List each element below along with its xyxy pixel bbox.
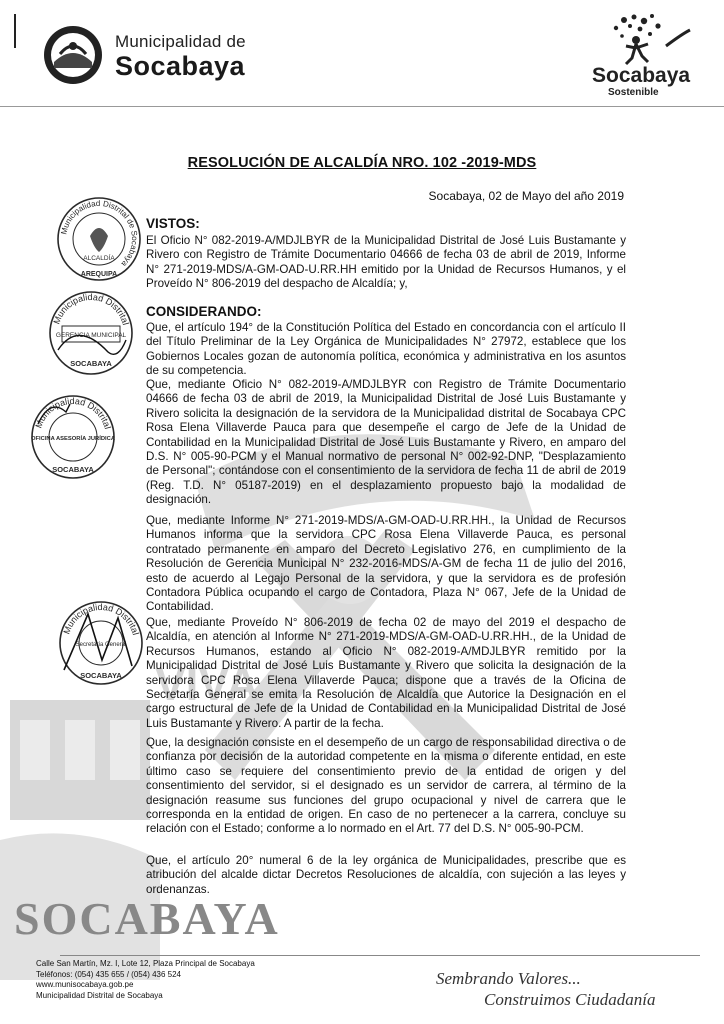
- secretaria-general-stamp-icon: [58, 600, 144, 686]
- motto-line2: Construimos Ciudadanía: [484, 990, 656, 1009]
- document-date: Socabaya, 02 de Mayo del año 2019: [428, 189, 624, 203]
- municipality-name-line1: Municipalidad de: [115, 32, 246, 51]
- municipality-name: [115, 32, 246, 80]
- stamp1-ring-text: Municipalidad Distrital de Socabaya: [59, 198, 140, 269]
- stamp2-inner-text: GERENCIA MUNICIPAL: [55, 332, 127, 339]
- motto-line1: Sembrando Valores...: [436, 969, 581, 988]
- stamp3-ring-text: Municipalidad Distrital: [33, 395, 113, 431]
- svg-text:Municipalidad Distrital: [51, 292, 131, 326]
- document-title: RESOLUCIÓN DE ALCALDÍA NRO. 102 -2019-MDS: [187, 155, 537, 171]
- stamp1-bottom-text: AREQUIPA: [80, 271, 118, 278]
- stamp1-inner-text: ALCALDÍA: [83, 255, 115, 262]
- margin-mark: [14, 14, 16, 48]
- municipality-emblem-icon: [42, 24, 104, 86]
- stamp3-inner-text: OFICINA ASESORÍA JURÍDICA: [30, 436, 116, 442]
- footer-phones: Teléfonos: (054) 435 655 / (054) 436 524: [36, 969, 181, 979]
- vistos-heading: VISTOS:: [146, 216, 200, 231]
- considerando-heading: CONSIDERANDO:: [146, 304, 262, 319]
- considerando-paragraph-4: Que, mediante Proveído N° 806-2019 de fecha 02 de mayo del 2019 el despacho de Alcaldía, en atención al Informe N° 271-2019-MDS/A-GM-OAD-U.RR.HH., de la Unidad de Recursos Humanos, estando al Oficio N° 082-2019-A/MDJLBYR remitido por la Municipalidad Distrital de José Luis Bustamante y Rivero que solicita la designación de la servidora CPC Rosa Elena Villaverde Pauca; dispone que a través de la Oficina de Secretaría General se emita la Resolución de Alcaldía que Autorice la Designación en el cargo estructural de Jefe de la Unidad de Contabilidad en la Municipalidad Distrital de José Luis Bustamante y Rivero. A partir de la fecha.: [146, 616, 626, 730]
- stamp4-inner-text: Secretaría General: [75, 642, 127, 648]
- gerencia-stamp-icon: [48, 290, 134, 376]
- considerando-paragraph-2: Que, mediante Oficio N° 082-2019-A/MDJLBYR con Registro de Trámite Documentario 04666 de fecha 03 de abril de 2019, la Municipalidad Distrital de José Luis Bustamante y Rivero solicita la designación de la servidora de la Municipalidad distrital de Socabaya CPC Rosa Elena Villaverde Pauca para que desempeñe el cargo de Jefe de la Unidad de Contabilidad en la Municipalidad Distrital de José Luis Bustamante y Rivero, en amparo del D.S. N° 005-90-PCM y el Manual normativo de personal N° 002-92-DNP, "Desplazamiento de Personal"; contándose con el consentimiento de la servidora de fecha 11 de abril de 2019 (Reg. T.D. N° 05187-2019) en el desplazamiento propuesto bajo la modalidad de designación.: [146, 378, 626, 507]
- background-socabaya-wordmark: SOCABAYA: [14, 893, 280, 944]
- stamp4-bottom-text: SOCABAYA: [80, 671, 122, 680]
- brand-subtitle: Sostenible: [608, 87, 659, 98]
- asesoria-juridica-stamp-icon: [30, 394, 116, 480]
- considerando-paragraph-1: Que, el artículo 194° de la Constitución Política del Estado en concordancia con el artículo II del Título Preliminar de la Ley Orgánica de Municipalidades N° 27972, establece que los Gobiernos Locales gozan de autonomía política, económica y administrativa en los asuntos de su competencia.: [146, 321, 626, 378]
- sostenible-figure-icon: [586, 12, 696, 68]
- motto: [436, 968, 655, 1010]
- stamp2-ring-text: Municipalidad Distrital: [51, 291, 131, 327]
- svg-text:Municipalidad Distrital: [61, 602, 141, 636]
- header-divider: [0, 106, 724, 107]
- considerando-paragraph-5: Que, la designación consiste en el desempeño de un cargo de responsabilidad directiva o de confianza por decisión de la autoridad competente en la misma o diferente entidad, en este último caso se requiere del consentimiento previo de la entidad de origen y del consentimiento del servidor, si el designado es un servidor de carrera, al término de la designación reasume sus funciones del grupo ocupacional y nivel de carrera que le corresponda en la entidad de origen. En caso de no pertenecer a la carrera, concluye su relación con el Estado; conforme a lo normado en el Art. 77 del D.S. N° 005-90-PCM.: [146, 736, 626, 836]
- footer-contact-block: [36, 959, 255, 1001]
- considerando-paragraph-6: Que, el artículo 20° numeral 6 de la ley orgánica de Municipalidades, prescribe que es atribución del alcalde dictar Decretos Resoluciones de alcaldía, con sujeción a las leyes y ordenanzas.: [146, 854, 626, 896]
- considerando-paragraph-3: Que, mediante Informe N° 271-2019-MDS/A-GM-OAD-U.RR.HH., la Unidad de Recursos Humanos informa que la servidora CPC Rosa Elena Villaverde Pauca, es personal contratado permanente en amparo del Decreto Legislativo 276, en cumplimiento de la Resolución de Gerencia Municipal N° 232-2016-MDS/A-GM de fecha 11 de julio del 2016, esto de acuerdo al Legajo Personal de la servidora, y que la servidora es de profesión Contadora Pública ocupando el cargo de Contadora, Plaza N° 067, Jefe de la Unidad de Contabilidad.: [146, 514, 626, 614]
- stamp3-bottom-text: SOCABAYA: [52, 465, 94, 474]
- alcaldia-stamp-icon: [56, 196, 142, 282]
- footer-divider: [60, 955, 700, 956]
- socabaya-sostenible-logo: [586, 12, 696, 102]
- footer-entity: Municipalidad Distrital de Socabaya: [36, 990, 163, 1000]
- footer-address: Calle San Martín, Mz. I, Lote 12, Plaza Principal de Socabaya: [36, 959, 255, 968]
- municipality-name-line2: Socabaya: [115, 51, 246, 81]
- stamp2-bottom-text: SOCABAYA: [70, 359, 112, 368]
- vistos-paragraph: El Oficio N° 082-2019-A/MDJLBYR de la Municipalidad Distrital de José Luis Bustamante y Rivero con Registro de Trámite Documentario 04666 de fecha 03 de abril de 2019, Informe N° 271-2019-MDS/A-GM-OAD-U.RR.HH emitido por la Unidad de Recursos Humanos, y el Proveído N° 806-2019 del despacho de Alcaldía; y,: [146, 234, 626, 291]
- background-viva-text: VIVA: [155, 658, 259, 710]
- footer-website: www.munisocabaya.gob.pe: [36, 980, 134, 990]
- brand-name: Socabaya: [592, 64, 691, 87]
- stamp4-ring-text: Municipalidad Distrital: [61, 601, 141, 637]
